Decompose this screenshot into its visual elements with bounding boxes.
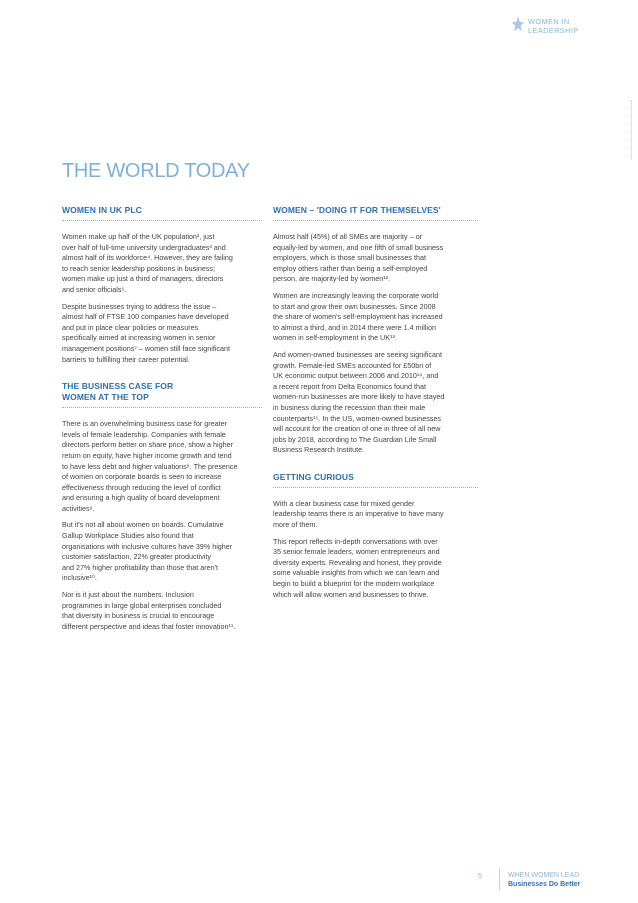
brand-line1: WOMEN IN xyxy=(528,17,570,26)
paragraph: With a clear business case for mixed gender leadership teams there is an imperative to have many more of them. xyxy=(273,498,444,530)
page-number: 5 xyxy=(478,873,482,880)
heading-line: WOMEN AT THE TOP xyxy=(62,392,149,403)
paragraph: And women-owned businesses are seeing significant growth. Female-led SMEs accounted for £50bn of UK economic output between 2006 and 2010¹⁴, and a recent report from Delta Economics found that women-run businesses are more likely to have stayed in business during the recession than their male counterparts¹⁵. In the US, women-owned businesses will account for the creation of one in three of all new jobs by 2018, according to The Guardian Life Small Business Research Institute. xyxy=(273,349,445,455)
footer-line2: Businesses Do Better xyxy=(508,880,581,888)
paragraph: Almost half (45%) of all SMEs are majority – or equally-led by women, and one fifth of small business employers, which is those small businesses that employ others rather than being a self-employed person, are majority-led by women¹². xyxy=(273,232,444,284)
section-heading-women-in-uk-plc: WOMEN IN UK PLC xyxy=(62,205,262,221)
right-column xyxy=(273,205,478,606)
section-heading-getting-curious: GETTING CURIOUS xyxy=(273,472,478,488)
brand-line2: LEADERSHIP xyxy=(528,26,579,35)
paragraph: Nor is it just about the numbers. Inclusion programmes in large global enterprises concluded that diversity in business is crucial to encourage different perspective and ideas that foster innovation¹¹. xyxy=(62,590,236,631)
section-heading-business-case xyxy=(62,381,262,408)
footer-line1: WHEN WOMEN LEAD xyxy=(508,872,580,879)
paragraph: Women are increasingly leaving the corporate world to start and grow their own businesses. Since 2008 the share of women's self-employment has increased to almost a third, and in 2014 there were 1.4 million women in self-employment in the UK¹³. xyxy=(273,290,443,343)
brand-text xyxy=(528,17,579,35)
heading-line: THE BUSINESS CASE FOR xyxy=(62,381,174,392)
paragraph: This report reflects in-depth conversations with over 35 senior female leaders, women entrepreneurs and diversity experts. Revealing and honest, they provide some valuable insights from which we can learn and begin to build a blueprint for the modern workplace which will allow women and businesses to thrive. xyxy=(273,536,442,599)
star-icon xyxy=(511,14,525,34)
page-title: THE WORLD TODAY xyxy=(62,160,250,182)
brand-logo xyxy=(511,14,621,44)
footer-title xyxy=(508,872,580,889)
paragraph: Despite businesses trying to address the issue – almost half of FTSE 100 companies have developed and put in place clear policies or measures specifically aimed at increasing women in senior management positions⁷ – women still face significant barriers to fulfilling their career potential. xyxy=(62,301,230,364)
left-column xyxy=(62,205,262,638)
section-heading-doing-it-for-themselves: WOMEN – 'DOING IT FOR THEMSELVES' xyxy=(273,205,478,221)
decorative-divider xyxy=(631,100,632,160)
paragraph: But it's not all about women on boards. Cumulative Gallup Workplace Studies also found that organisations with inclusive cultures have 39% higher customer satisfaction, 22% greater productivity and 27% higher profitability than those that aren't inclusive¹⁰. xyxy=(62,520,233,583)
paragraph: Women make up half of the UK population², just over half of full-time university undergraduates³ and almost half of its workforce⁴. However, they are failing to reach senior leadership positions in business; women make up just a third of managers, directors and senior officials⁵. xyxy=(62,232,233,294)
footer-divider xyxy=(499,868,500,890)
paragraph: There is an overwhelming business case for greater levels of female leadership. Companies with female directors perform better on share price, show a higher return on equity, have higher income growth and tend to have less debt and higher valuations⁸. The presence of women on corporate boards is seen to increase effectiveness through reducing the level of conflict and ensuring a high quality of board development activities⁹. xyxy=(62,419,238,513)
